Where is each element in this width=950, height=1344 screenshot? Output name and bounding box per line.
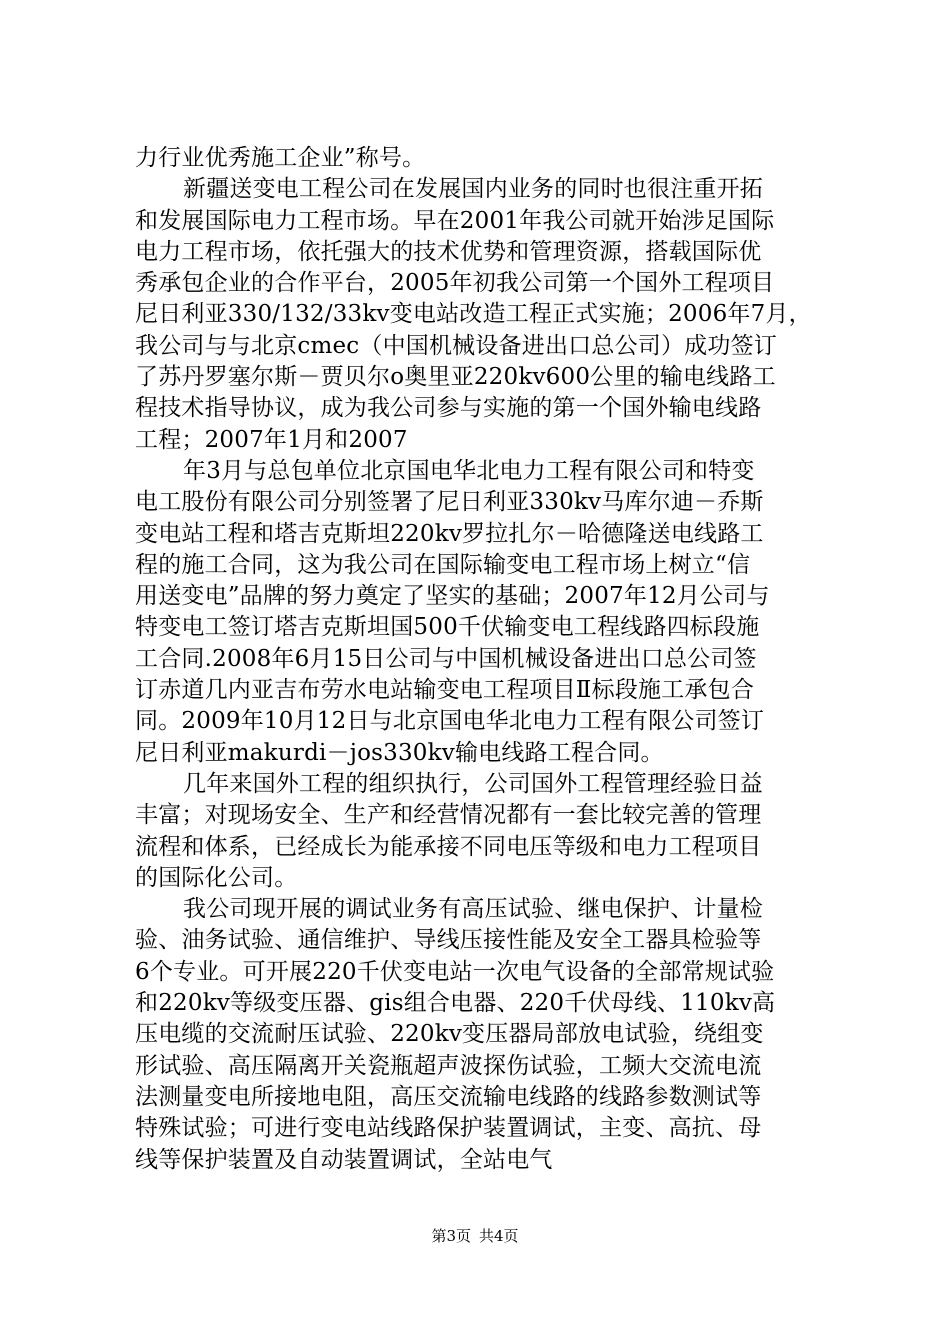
text-line: 了苏丹罗塞尔斯－贾贝尔o奥里亚220kv600公里的输电线路工 [135,364,776,391]
text-line: 我公司现开展的调试业务有高压试验、继电保护、计量检 [183,896,763,923]
text-line: 法测量变电所接地电阻，高压交流输电线路的线路参数测试等 [135,1083,762,1110]
page-number: 第3页 [431,1227,471,1245]
text-line: 力行业优秀施工企业”称号。 [135,145,426,171]
text-line: 特殊试验；可进行变电站线路保护装置调试，主变、高抗、母 [135,1115,762,1142]
text-line: 和220kv等级变压器、gis组合电器、220千伏母线、110kv高 [135,990,776,1017]
text-line: 线等保护装置及自动装置调试，全站电气 [135,1146,553,1173]
text-line: 特变电工签订塔吉克斯坦国500千伏输变电工程线路四标段施 [135,614,760,641]
text-line: 同。2009年10月12日与北京国电华北电力工程有限公司签订 [135,708,765,735]
page-footer [0,1226,950,1246]
text-line: 压电缆的交流耐压试验、220kv变压器局部放电试验，绕组变 [135,1021,764,1048]
text-line: 程的施工合同，这为我公司在国际输变电工程市场上树立“信 [135,551,751,578]
text-line: 几年来国外工程的组织执行，公司国外工程管理经验日益 [183,770,763,797]
text-line: 丰富；对现场安全、生产和经营情况都有一套比较完善的管理 [135,802,762,829]
text-line: 用送变电”品牌的努力奠定了坚实的基础；2007年12月公司与 [135,583,770,610]
page-total: 共4页 [479,1227,519,1245]
text-line: 我公司与与北京cmec（中国机械设备进出口总公司）成功签订 [135,332,777,359]
text-line: 程技术指导协议，成为我公司参与实施的第一个国外输电线路 [135,395,762,422]
text-line: 流程和体系，已经成长为能承接不同电压等级和电力工程项目 [135,833,762,860]
text-line: 验、油务试验、通信维护、导线压接性能及安全工器具检验等 [135,927,762,954]
text-line: 秀承包企业的合作平台，2005年初我公司第一个国外工程项目 [135,270,775,297]
text-line: 变电站工程和塔吉克斯坦220kv罗拉扎尔－哈德隆送电线路工 [135,520,764,547]
text-line: 尼日利亚makurdi－jos330kv输电线路工程合同。 [135,739,664,766]
text-line: 订赤道几内亚吉布劳水电站输变电工程项目Ⅱ标段施工承包合 [135,677,755,704]
text-line: 电工股份有限公司分别签署了尼日利亚330kv马库尔迪－乔斯 [135,489,764,516]
text-line: 工合同.2008年6月15日公司与中国机械设备进出口总公司签 [135,645,757,672]
text-line: 电力工程市场，依托强大的技术优势和管理资源，搭载国际优 [135,238,762,265]
document-body [135,143,830,1176]
text-line: 尼日利亚330/132/33kv变电站改造工程正式实施；2006年7月， [135,301,812,328]
text-line: 和发展国际电力工程市场。早在2001年我公司就开始涉足国际 [135,207,775,234]
text-line: 年3月与总包单位北京国电华北电力工程有限公司和特变 [183,457,755,484]
text-line: 工程；2007年1月和2007 [135,426,408,453]
text-line: 6个专业。可开展220千伏变电站一次电气设备的全部常规试验 [135,958,775,985]
text-line: 形试验、高压隔离开关瓷瓶超声波探伤试验，工频大交流电流 [135,1052,762,1079]
text-line: 的国际化公司。 [135,864,298,891]
text-line: 新疆送变电工程公司在发展国内业务的同时也很注重开拓 [183,176,763,203]
